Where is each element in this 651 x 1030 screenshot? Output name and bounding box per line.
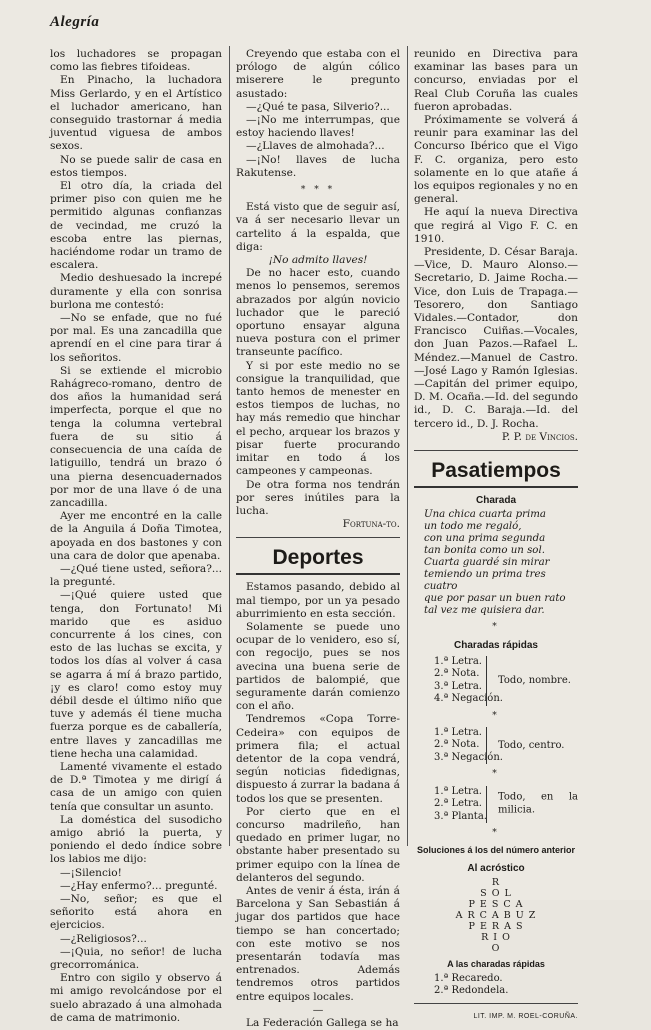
acrostico-row: P E R A S (468, 920, 524, 932)
column-1 (50, 48, 222, 1025)
acrostico-title: Al acróstico (467, 862, 525, 874)
charada-answer-hint: Todo, nombre. (498, 674, 571, 686)
charada-line: 3.ª Letra. (434, 680, 482, 692)
paragraph: —¡No! llaves de lucha Rakutense. (236, 153, 400, 179)
paragraph: Presidente, D. César Baraja.—Vice, D. Mauro Alonso.—Secretario, D. Jaime Rocha.—Vice, don Luis de Trapaga.—Tesorero, don Santiago Vidales.—Contador, don Francisco Cuiñas.—Vocales, don Juan Pazos.—Rafael L. Méndez.—Manuel de Castro.—José Lago y Ramón Iglesias.—Capitán del primer equipo, D. M. Ocaña.—Id. del segundo id., D. C. Baraja.—Id. del tercero id., D. J. Rocha. (414, 246, 578, 430)
paragraph: —No se enfade, que no fué por mal. Es una zancadilla que aprendí en el cine para tirar á los señoritos. (50, 312, 222, 364)
charada-line: 2.ª Nota. (434, 739, 480, 751)
paragraph: —¡Qué quiere usted que tenga, don Fortunato! Mi marido que es asiduo concurrente á los cines, con esto de las luchas se excita, y todos los días al volver á casa se agarra á mí á brazo partido, ¡y es claro! como estoy muy débil desde el último niño que tuve y además él tiene mucha fuerza porque es de caballería, entre llaves y zancadillas me tiene hecha una calamidad. (50, 589, 222, 760)
paragraph: Estamos pasando, debido al mal tiempo, por un ya pesado aburrimiento en esta sección. (236, 581, 400, 620)
section-separator: * (492, 622, 500, 633)
paragraph: Si se extiende el microbio Rahágreco-romano, dentro de dos años la humanidad será imperfecta, porque el que no tenga la columna vertebral fuera de su sitio á consecuencia de una caída de latiguillo, tendrá un brazo ó una pierna desencuadernados por mor de una llave ó de una zancadilla. (50, 364, 222, 509)
brace (486, 656, 493, 706)
sol-rapidas-title: A las charadas rápidas (447, 958, 545, 969)
paragraph: —¡Silencio! (60, 866, 122, 879)
sign-text: ¡No admito llaves! (268, 254, 368, 267)
brace (486, 786, 493, 824)
charada-rapida (414, 727, 578, 765)
charada-line: 4.ª Negación. (434, 693, 503, 705)
solution: 1.ª Recaredo. (434, 972, 503, 984)
poem-line: un todo me regaló, (424, 521, 522, 533)
poem-line: Cuarta guardé sin mirar (424, 557, 550, 569)
paragraph: los luchadores se propagan como las fiebres tifoideas. (50, 48, 222, 74)
paragraph: Antes de venir á ésta, irán á Barcelona y San Sebastián á jugar dos partidos que hace tiempo se han concertado; con este motivo se nos presentarán todavía mas entrenados. Además tendremos otros partidos entre equipos locales. (236, 884, 400, 1003)
paragraph: Solamente se puede uno ocupar de lo venidero, eso sí, con regocijo, pues se nos avecina una buena serie de partidos de balompié, que seguramente darán comienzo con el año. (236, 620, 400, 713)
paragraph: Tendremos «Copa Torre-Cedeira» con equipos de primera fila; el actual detentor de la copa vendrá, según noticias fidedignas, dispuesto á zurrar la badana á todos los que se presenten. (236, 713, 400, 805)
charada-line: 3.ª Planta. (434, 810, 487, 822)
paragraph: Lamenté vivamente el estado de D.ª Timotea y me dirigí á casa de un amigo con quien tenía que consultar un asunto. (50, 760, 222, 813)
poem-line: con una prima segunda (424, 533, 546, 545)
charada-line: 2.ª Nota. (434, 668, 480, 680)
paragraph: Próximamente se volverá á reunir para examinar las del Concurso Ibérico que el Vigo F. C. organiza, pero esto solamente en lo que atañe á los equipos regionales y no en general. (414, 114, 578, 206)
poem-line: temiendo un prima tres cuatro (424, 569, 546, 593)
section-separator: * (492, 710, 500, 721)
paragraph: Y si por este medio no se consigue la tranquilidad, que tanto hemos de menester en estos tiempos de luchas, no hay más remedio que hinchar el pecho, arquear los brazos y pisar fuerte procurando imitar en todo á los campeones y campeonas. (236, 359, 400, 478)
signature: Fortuna-to. (342, 518, 400, 531)
charada-rapida (414, 656, 578, 706)
paragraph: No se puede salir de casa en estos tiempos. (50, 153, 222, 179)
poem-line: tan bonita como un sol. (424, 545, 545, 557)
divider (236, 537, 400, 538)
sol-rapidas (414, 973, 578, 997)
paragraph: —¡Quia, no señor! de lucha grecorrománica. (50, 945, 222, 972)
paragraph: reunido en Directiva para examinar las bases para un concurso, enviadas por el Real Club Coruña las cuales fueron aprobadas. (414, 48, 578, 113)
column-3 (414, 48, 578, 1023)
charada-line: 3.ª Negación. (434, 751, 503, 763)
rapidas-title: Charadas rápidas (454, 639, 538, 651)
paragraph: —¿Religiosos?... (60, 932, 147, 945)
paragraph: El otro día, la criada del primer piso con quien me he permitido algunas confianzas de vecindad, me cruzó la escoba entre las piernas, haciéndome rodar un tramo de escalera. (50, 180, 222, 272)
acrostico-row: S O L (480, 887, 512, 899)
charada-line: 1.ª Letra. (434, 655, 482, 667)
poem-line: que por pasar un buen rato (424, 593, 566, 605)
section-separator: * (492, 769, 500, 780)
paragraph: De no hacer esto, cuando menos lo pensemos, seremos abrazados por algún novicio luchador que le pareció oportuno ensayar alguna nueva postura con el primer transeunte pacífico. (236, 267, 400, 359)
section-separator: * * * (300, 185, 336, 196)
poem-line: Una chica cuarta prima (424, 509, 547, 521)
paragraph: Por cierto que en el concurso madrileño, han quedado en primer lugar, no obstante haber presentado su primer equipo con la línea de delanteros del segundo. (236, 805, 400, 884)
section-title: Pasatiempos (414, 457, 578, 488)
paragraph: —¡No me interrumpas, que estoy haciendo llaves! (236, 114, 400, 140)
acrostico-row: A R C A B U Z (455, 909, 537, 921)
poem-line: tal vez me quisiera dar. (424, 605, 545, 617)
divider (414, 450, 578, 451)
paragraph: La doméstica del susodicho amigo abrió la puerta, y poniendo el dedo índice sobre los labios me dijo: (50, 813, 222, 866)
charada-poem (414, 509, 578, 617)
charada-title: Charada (475, 495, 516, 507)
section-title: Deportes (236, 544, 400, 575)
paragraph: En Pinacho, la luchadora Miss Gerlardo, y en el Artístico el luchador americano, han conseguido trastornar á media juventud viguesa de ambos sexos. (50, 74, 222, 153)
paragraph: —No, señor; es que el señorito está ahora en ejercicios. (50, 893, 222, 932)
charada-answer-hint: Todo, en la milicia. (498, 791, 578, 816)
paragraph: Creyendo que estaba con el prólogo de algún cólico miserere le pregunto asustado: (236, 48, 400, 100)
column-2 (236, 48, 400, 1030)
paragraph: —¿Qué te pasa, Silverio?... (246, 100, 390, 113)
paragraph: Está visto que de seguir así, va á ser necesario llevar un cartelito á la espalda, que diga: (236, 201, 400, 253)
charada-rapida (414, 786, 578, 824)
acrostico-row: R (491, 876, 501, 888)
paragraph: Medio deshuesado la increpé duramente y ella con sonrisa burlona me contestó: (50, 272, 222, 311)
brace (486, 727, 493, 765)
acrostico-row: O (491, 942, 501, 954)
charada-answer-hint: Todo, centro. (498, 739, 565, 751)
column-rule (229, 46, 230, 846)
acrostico-row: P E S C A (468, 898, 524, 910)
masthead: Alegría (50, 14, 100, 30)
divider (414, 1003, 578, 1004)
paragraph: —¿Qué tiene usted, señora?... la pregunté. (50, 562, 222, 589)
column-rule (407, 46, 408, 846)
paragraph: De otra forma nos tendrán por seres inútiles para la lucha. (236, 478, 400, 517)
paragraph: —¿Hay enfermo?... pregunté. (60, 879, 218, 892)
soluciones-title: Soluciones á los del número anterior (416, 845, 576, 856)
charada-line: 1.ª Letra. (434, 726, 482, 738)
signature: P. P. de Vincios. (501, 430, 578, 443)
paragraph: Entro con sigilo y observo á mi amigo revolcándose por el suelo abrazado á una almohada de cama de matrimonio. (50, 972, 222, 1024)
acrostico (414, 877, 578, 954)
printer-imprint: LIT. IMP. M. ROEL-CORUÑA. (473, 1012, 578, 1020)
dash-separator: — (312, 1003, 324, 1016)
charada-line: 1.ª Letra. (434, 785, 482, 797)
paragraph: He aquí la nueva Directiva que regirá al Vigo F. C. en 1910. (414, 206, 578, 245)
charada-line: 2.ª Letra. (434, 798, 482, 810)
solution: 2.ª Redondela. (434, 984, 509, 996)
acrostico-row: R I O (481, 931, 511, 943)
paragraph: Ayer me encontré en la calle de la Anguila á Doña Timotea, apoyada en dos bastones y con una cara de dolor que apenaba. (50, 510, 222, 562)
section-separator: * (492, 828, 500, 839)
paragraph: La Federación Gallega se ha (246, 1017, 399, 1030)
paragraph: —¿Llaves de almohada?... (246, 140, 385, 153)
